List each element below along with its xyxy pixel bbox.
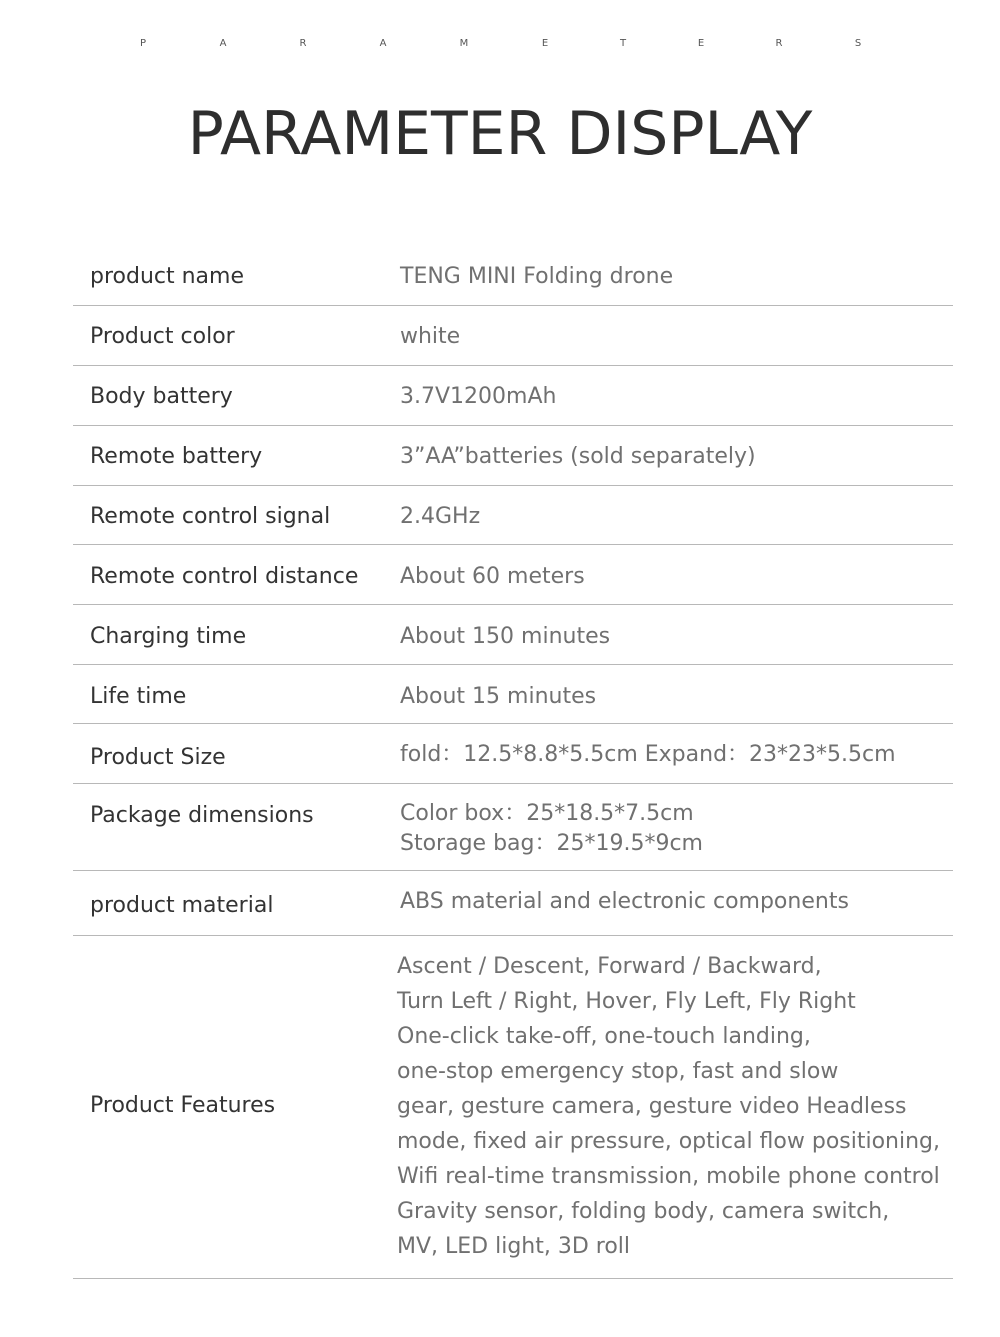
table-row [73, 784, 953, 871]
kicker-letter: E [697, 38, 705, 49]
row-label: Life time [90, 684, 187, 709]
kicker-letter: A [219, 38, 227, 49]
kicker-letter: A [379, 38, 387, 49]
table-row [73, 545, 953, 605]
row-label: Remote battery [90, 444, 263, 469]
kicker-letter: M [459, 38, 469, 49]
table-row [73, 665, 953, 724]
row-value: Ascent / Descent, Forward / Backward, Turn Left / Right, Hover, Fly Left, Fly Right One-click take-off, one-touch landing, one-stop emergency stop, fast and slow gear, gesture camera, gesture video Headless mode, fixed air pressure, optical flow positioning, Wifi real-time transmission, mobile phone control Gravity sensor, folding body, camera switch, MV, LED light, 3D roll [397, 954, 941, 1259]
row-value: About 15 minutes [400, 684, 597, 709]
table-row [73, 426, 953, 486]
row-value: 3”AA”batteries (sold separately) [400, 444, 756, 469]
row-label: Product color [90, 324, 235, 349]
parameter-table [73, 246, 953, 1279]
row-label: Remote control signal [90, 504, 331, 529]
page-title: PARAMETER DISPLAY [187, 99, 813, 169]
kicker-letter: R [775, 38, 783, 49]
row-value: About 150 minutes [400, 624, 611, 649]
row-value: 2.4GHz [400, 504, 481, 529]
section-kicker [0, 38, 1000, 54]
table-row [73, 936, 953, 1279]
row-label: product name [90, 264, 244, 289]
table-row [73, 486, 953, 545]
row-label: Product Features [90, 1093, 276, 1118]
kicker-letter: P [139, 38, 147, 49]
kicker-letter: E [541, 38, 549, 49]
table-row [73, 246, 953, 306]
row-label: Charging time [90, 624, 247, 649]
kicker-letter: S [854, 38, 862, 49]
row-label: Body battery [90, 384, 233, 409]
row-value: fold：12.5*8.8*5.5cm Expand：23*23*5.5cm [400, 742, 896, 767]
row-value: ABS material and electronic components [400, 889, 849, 914]
table-row [73, 306, 953, 366]
row-label: Remote control distance [90, 564, 359, 589]
kicker-letter: T [619, 38, 627, 49]
table-row [73, 366, 953, 426]
row-label: Product Size [90, 745, 226, 770]
table-row [73, 871, 953, 936]
table-row [73, 724, 953, 784]
kicker-letter: R [299, 38, 307, 49]
row-value: 3.7V1200mAh [400, 384, 557, 409]
row-label: product material [90, 893, 274, 918]
row-label: Package dimensions [90, 803, 314, 828]
row-value: About 60 meters [400, 564, 585, 589]
row-value: TENG MINI Folding drone [400, 264, 674, 289]
row-value: white [400, 324, 461, 349]
table-row [73, 605, 953, 665]
row-value: Color box：25*18.5*7.5cm Storage bag：25*19.5*9cm [400, 801, 703, 856]
